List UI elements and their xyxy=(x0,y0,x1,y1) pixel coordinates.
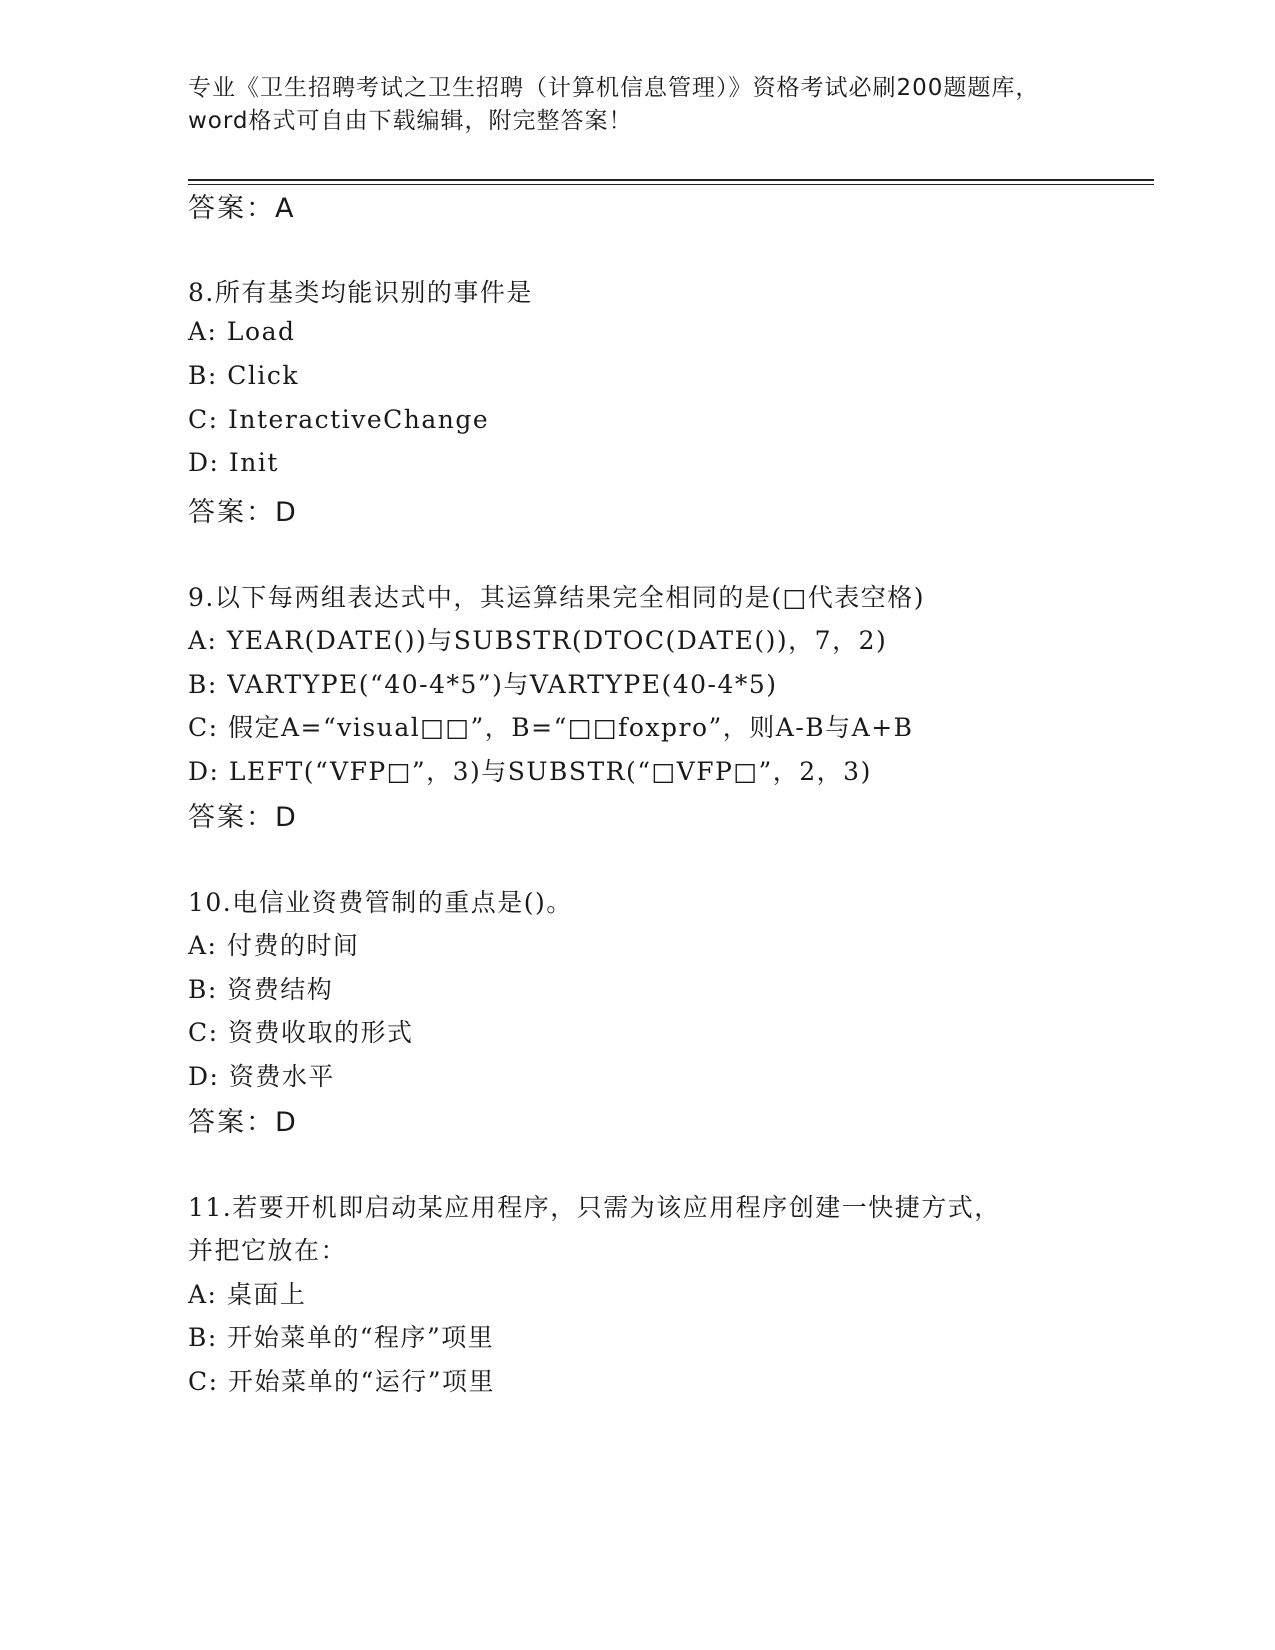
question-10-option-c: C: 资费收取的形式 xyxy=(188,1018,414,1047)
question-9-answer: 答案：D xyxy=(188,802,298,833)
answer-previous: 答案：A xyxy=(188,193,296,224)
question-11-stem-line-1: 11.若要开机即启动某应用程序，只需为该应用程序创建一快捷方式， xyxy=(188,1193,1001,1222)
question-11-stem-line-2: 并把它放在： xyxy=(188,1236,348,1265)
header-line-2: word格式可自由下载编辑，附完整答案！ xyxy=(188,108,633,134)
header-rule-thick xyxy=(188,179,1154,181)
question-10-option-d: D: 资费水平 xyxy=(188,1062,335,1091)
question-9-stem: 9.以下每两组表达式中，其运算结果完全相同的是(□代表空格) xyxy=(188,583,925,612)
question-10-answer: 答案：D xyxy=(188,1107,298,1138)
question-9-option-b: B: VARTYPE(“40-4*5”)与VARTYPE(40-4*5) xyxy=(188,670,778,699)
question-9-option-c: C: 假定A=“visual□□”，B=“□□foxpro”，则A-B与A+B xyxy=(188,713,914,742)
question-9-option-a: A: YEAR(DATE())与SUBSTR(DTOC(DATE())，7，2) xyxy=(188,626,888,655)
question-8-answer: 答案：D xyxy=(188,497,298,528)
header-line-1: 专业《卫生招聘考试之卫生招聘（计算机信息管理）》资格考试必刷200题题库， xyxy=(188,75,1040,101)
question-11-option-b: B: 开始菜单的“程序”项里 xyxy=(188,1323,495,1352)
question-8-stem: 8.所有基类均能识别的事件是 xyxy=(188,278,533,307)
document-header xyxy=(188,72,1088,138)
question-8-option-b: B: Click xyxy=(188,361,300,390)
header-rule-thin xyxy=(188,184,1154,185)
question-8-option-a: A: Load xyxy=(188,317,296,346)
question-10-stem: 10.电信业资费管制的重点是()。 xyxy=(188,888,573,917)
question-10-option-b: B: 资费结构 xyxy=(188,975,334,1004)
question-8-option-d: D: Init xyxy=(188,448,279,477)
question-11-option-a: A: 桌面上 xyxy=(188,1280,307,1309)
question-8-option-c: C: InteractiveChange xyxy=(188,405,490,434)
question-10-option-a: A: 付费的时间 xyxy=(188,931,360,960)
question-9-option-d: D: LEFT(“VFP□”，3)与SUBSTR(“□VFP□”，2，3) xyxy=(188,757,872,786)
question-11-option-c: C: 开始菜单的“运行”项里 xyxy=(188,1367,496,1396)
